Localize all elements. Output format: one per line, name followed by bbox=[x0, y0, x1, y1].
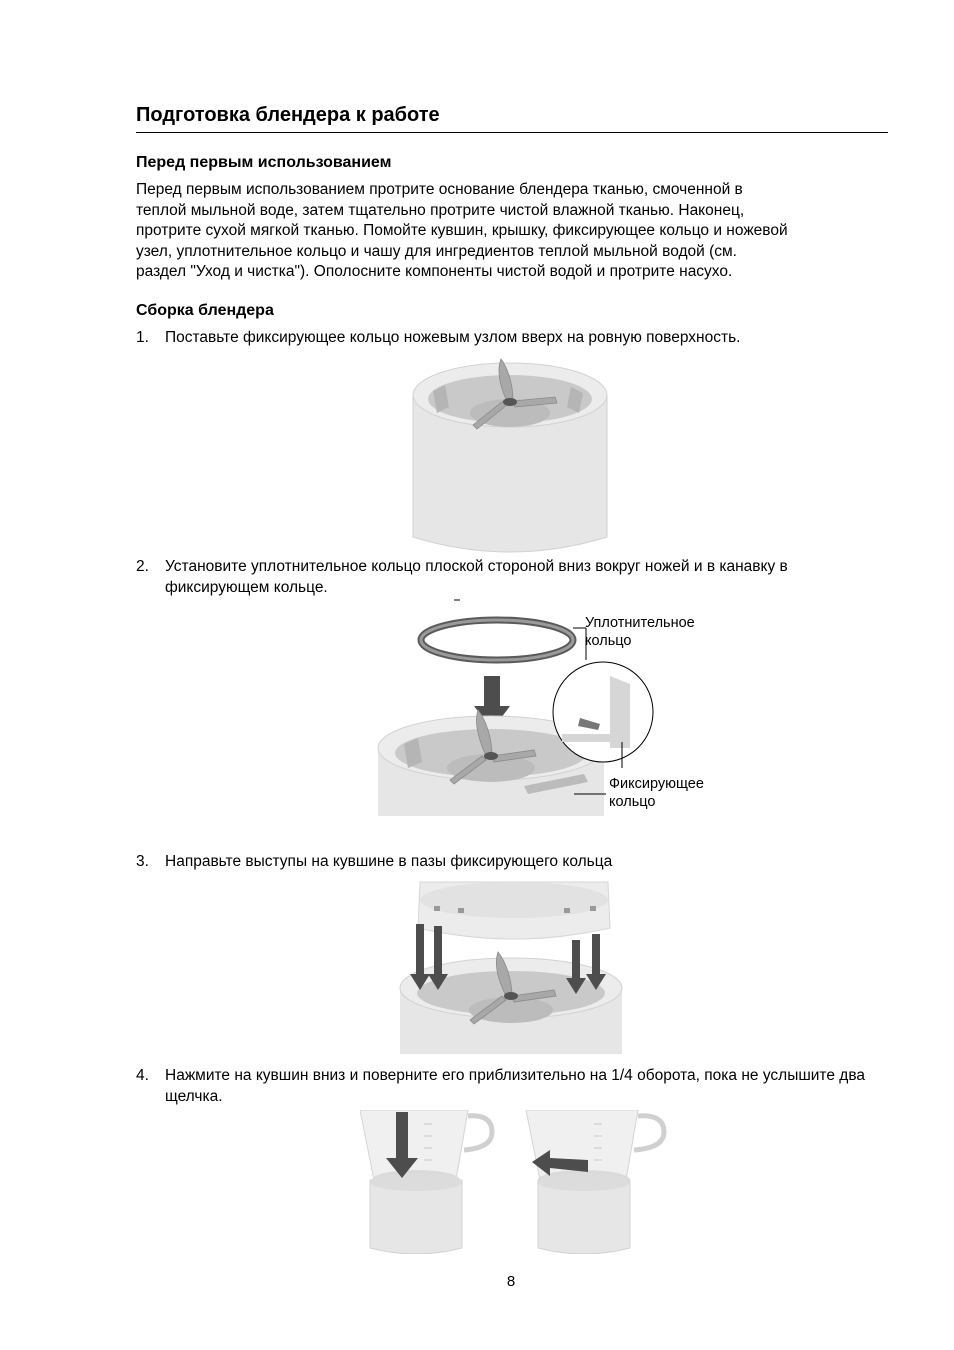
step-text: Нажмите на кувшин вниз и поверните его приблизительно на 1/4 оборота, пока не услышите два щелчка. bbox=[165, 1067, 866, 1105]
paragraph-line: протрите сухой мягкой тканью. Помойте кувшин, крышку, фиксирующее кольцо и ножевой bbox=[136, 222, 788, 239]
step-text: Установите уплотнительное кольцо плоской стороной вниз вокруг ножей и в канавку в фиксирующем кольце. bbox=[165, 558, 788, 596]
first-use-paragraph bbox=[136, 180, 888, 283]
title-rule bbox=[136, 132, 888, 133]
callout-line: Фиксирующее bbox=[609, 776, 704, 792]
figure-jar-alignment bbox=[398, 878, 628, 1054]
figure-locking-ring bbox=[405, 355, 615, 553]
page-number: 8 bbox=[506, 1273, 516, 1290]
paragraph-line: узел, уплотнительное кольцо и чашу для ингредиентов теплой мыльной водой (см. bbox=[136, 242, 737, 260]
callout-sealing-ring bbox=[585, 614, 695, 650]
figure-jar-rotate bbox=[522, 1110, 667, 1254]
callout-line: Уплотнительное bbox=[585, 615, 695, 631]
callout-line: кольцо bbox=[609, 794, 656, 810]
callout-line: кольцо bbox=[585, 633, 632, 649]
step-number: 4. bbox=[136, 1067, 149, 1084]
step-text: Направьте выступы на кувшине в пазы фиксирующего кольца bbox=[165, 853, 613, 870]
section-heading-first-use: Перед первым использованием bbox=[136, 154, 392, 171]
paragraph-line: раздел "Уход и чистка"). Ополосните компоненты чистой водой и протрите насухо. bbox=[136, 263, 733, 280]
step-number: 3. bbox=[136, 853, 149, 870]
page-title: Подготовка блендера к работе bbox=[136, 104, 440, 126]
section-heading-assembly: Сборка блендера bbox=[136, 302, 274, 319]
callout-locking-ring bbox=[609, 775, 704, 811]
step-number: 1. bbox=[136, 329, 149, 346]
step-number: 2. bbox=[136, 558, 149, 575]
paragraph-line: Перед первым использованием протрите основание блендера тканью, смоченной в bbox=[136, 181, 743, 198]
step-text: Поставьте фиксирующее кольцо ножевым узлом вверх на ровную поверхность. bbox=[165, 329, 741, 346]
figure-jar-press-down bbox=[360, 1110, 495, 1254]
paragraph-line: теплой мыльной воде, затем тщательно протрите чистой влажной тканью. Наконец, bbox=[136, 201, 745, 219]
